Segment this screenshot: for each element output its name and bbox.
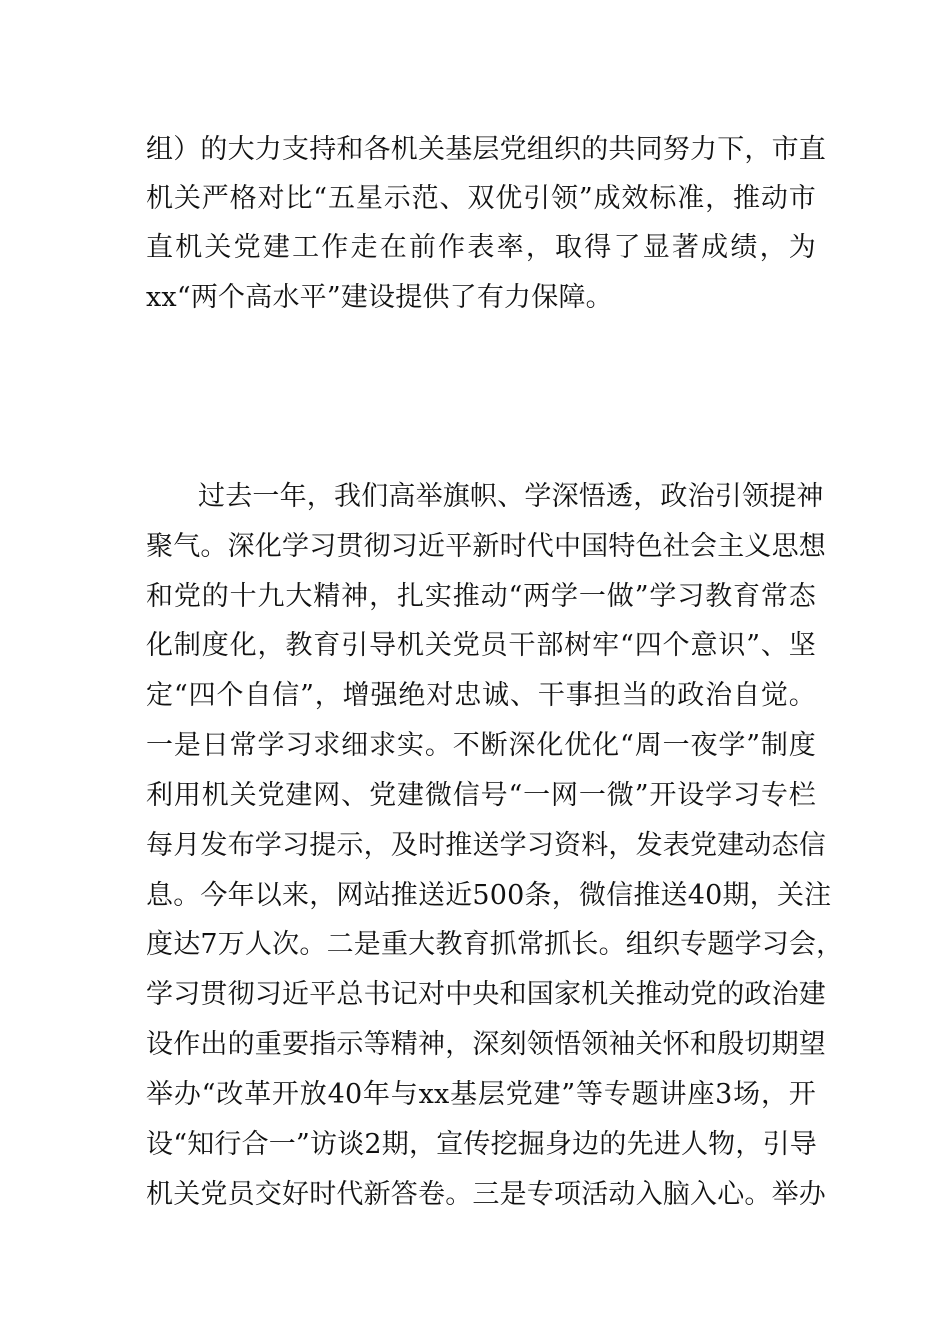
paragraph-1-line-2: 机关严格对比“五星示范、双优引领”成效标准，推动市 [146, 183, 816, 214]
paragraph-2-line-4: 化制度化，教育引导机关党员干部树牢“四个意识”、坚 [146, 630, 816, 661]
paragraph-2-line-2: 聚气。深化学习贯彻习近平新时代中国特色社会主义思想 [146, 531, 826, 562]
paragraph-2-line-15: 机关党员交好时代新答卷。三是专项活动入脑入心。举办 [146, 1179, 826, 1210]
paragraph-2-line-14: 设“知行合一”访谈2期，宣传挖掘身边的先进人物，引导 [146, 1129, 817, 1160]
paragraph-2-line-6: 一是日常学习求细求实。不断深化优化“周一夜学”制度 [146, 730, 816, 761]
paragraph-2-line-13: 举办“改革开放40年与xx基层党建”等专题讲座3场，开 [146, 1079, 816, 1110]
paragraph-1-line-1: 组）的大力支持和各机关基层党组织的共同努力下，市直 [146, 134, 826, 165]
paragraph-1-line-4: xx“两个高水平”建设提供了有力保障。 [146, 282, 613, 313]
paragraph-1-line-3: 直机关党建工作走在前作表率，取得了显著成绩，为 [146, 232, 816, 263]
paragraph-2-line-9: 息。今年以来，网站推送近500条，微信推送40期，关注 [146, 880, 832, 911]
paragraph-2-line-5: 定“四个自信”，增强绝对忠诚、干事担当的政治自觉。 [146, 680, 816, 711]
paragraph-2-line-12: 设作出的重要指示等精神，深刻领悟领袖关怀和殷切期望 [146, 1029, 826, 1060]
paragraph-2-line-3: 和党的十九大精神，扎实推动“两学一做”学习教育常态 [146, 581, 816, 612]
paragraph-2-line-1: 过去一年，我们高举旗帜、学深悟透，政治引领提神 [198, 481, 824, 512]
paragraph-2-line-8: 每月发布学习提示，及时推送学习资料，发表党建动态信 [146, 830, 826, 861]
paragraph-2-line-11: 学习贯彻习近平总书记对中央和国家机关推动党的政治建 [146, 979, 826, 1010]
paragraph-2-line-10: 度达7万人次。二是重大教育抓常抓长。组织专题学习会， [146, 929, 844, 960]
paragraph-2-line-7: 利用机关党建网、党建微信号“一网一微”开设学习专栏 [146, 780, 816, 811]
